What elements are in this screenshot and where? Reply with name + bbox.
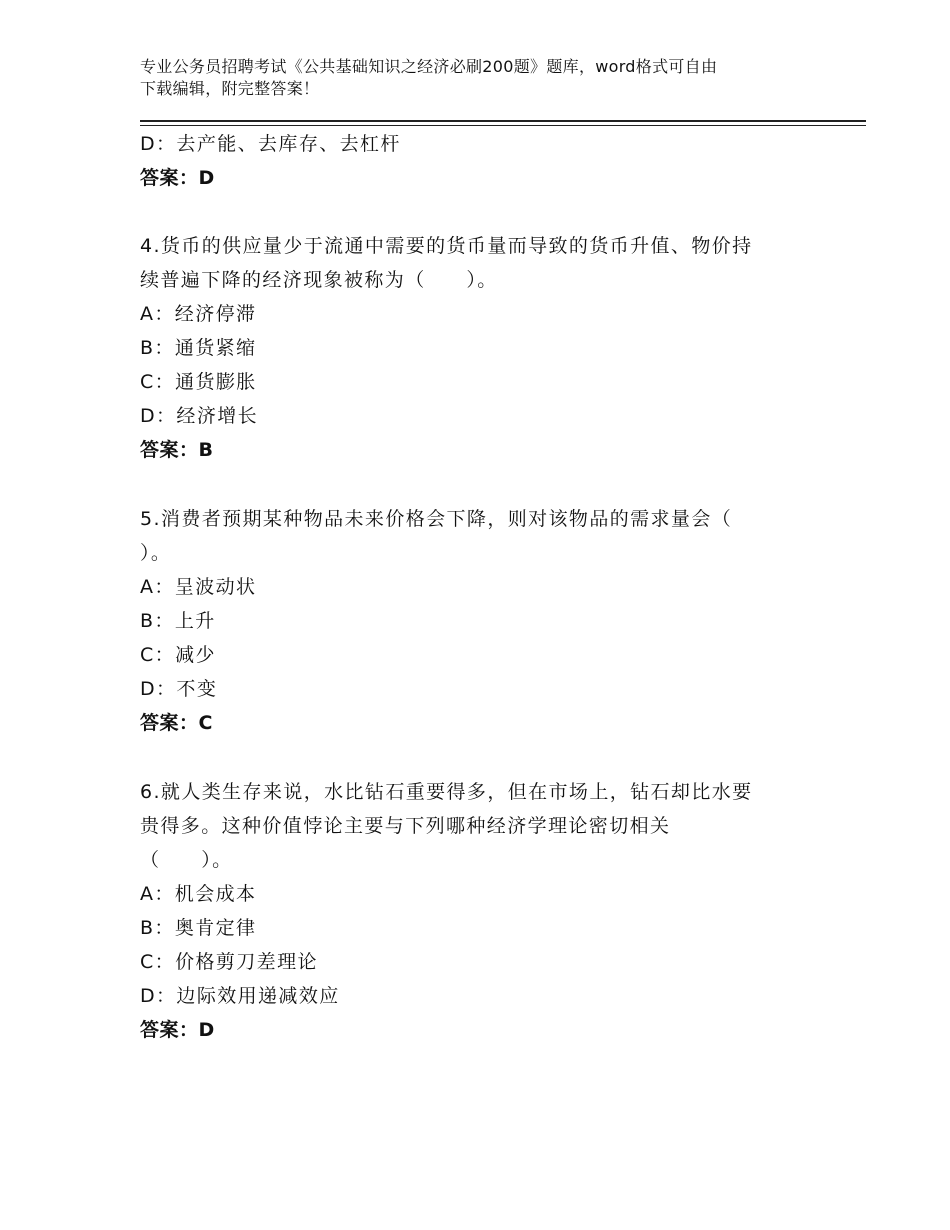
q5-option-d: D：不变 [140,678,218,700]
q6-stem-line-1: 6.就人类生存来说，水比钻石重要得多，但在市场上，钻石却比水要 [140,781,753,803]
q6-option-a: A：机会成本 [140,883,257,905]
q5-option-a: A：呈波动状 [140,576,257,598]
q4-option-a: A：经济停滞 [140,303,257,325]
q6-stem-line-3: （ ）。 [140,849,233,871]
header-line-2: 下载编辑，附完整答案！ [140,79,320,98]
q6-option-c: C：价格剪刀差理论 [140,951,318,973]
q5-answer: 答案：C [140,712,213,734]
q3-option-d: D：去产能、去库存、去杠杆 [140,133,401,155]
q5-option-b: B：上升 [140,610,216,632]
q6-option-b: B：奥肯定律 [140,917,257,939]
q5-stem-line-1: 5.消费者预期某种物品未来价格会下降，则对该物品的需求量会（ [140,508,733,530]
q4-stem-line-2: 续普遍下降的经济现象被称为（ ）。 [140,269,498,291]
q6-answer: 答案：D [140,1019,215,1041]
q5-stem-line-2: ）。 [140,542,172,564]
q4-option-c: C：通货膨胀 [140,371,257,393]
page-header [140,56,840,100]
q4-option-b: B：通货紧缩 [140,337,257,359]
q4-option-d: D：经济增长 [140,405,259,427]
q4-answer: 答案：B [140,439,214,461]
q6-option-d: D：边际效用递减效应 [140,985,340,1007]
q6-stem-line-2: 贵得多。这种价值悖论主要与下列哪种经济学理论密切相关 [140,815,671,837]
header-divider-thin [140,125,866,126]
header-line-1: 专业公务员招聘考试《公共基础知识之经济必刷200题》题库，word格式可自由 [140,57,718,76]
q5-option-c: C：减少 [140,644,216,666]
header-divider-thick [140,120,866,122]
q3-answer: 答案：D [140,167,215,189]
q4-stem-line-1: 4.货币的供应量少于流通中需要的货币量而导致的货币升值、物价持 [140,235,753,257]
